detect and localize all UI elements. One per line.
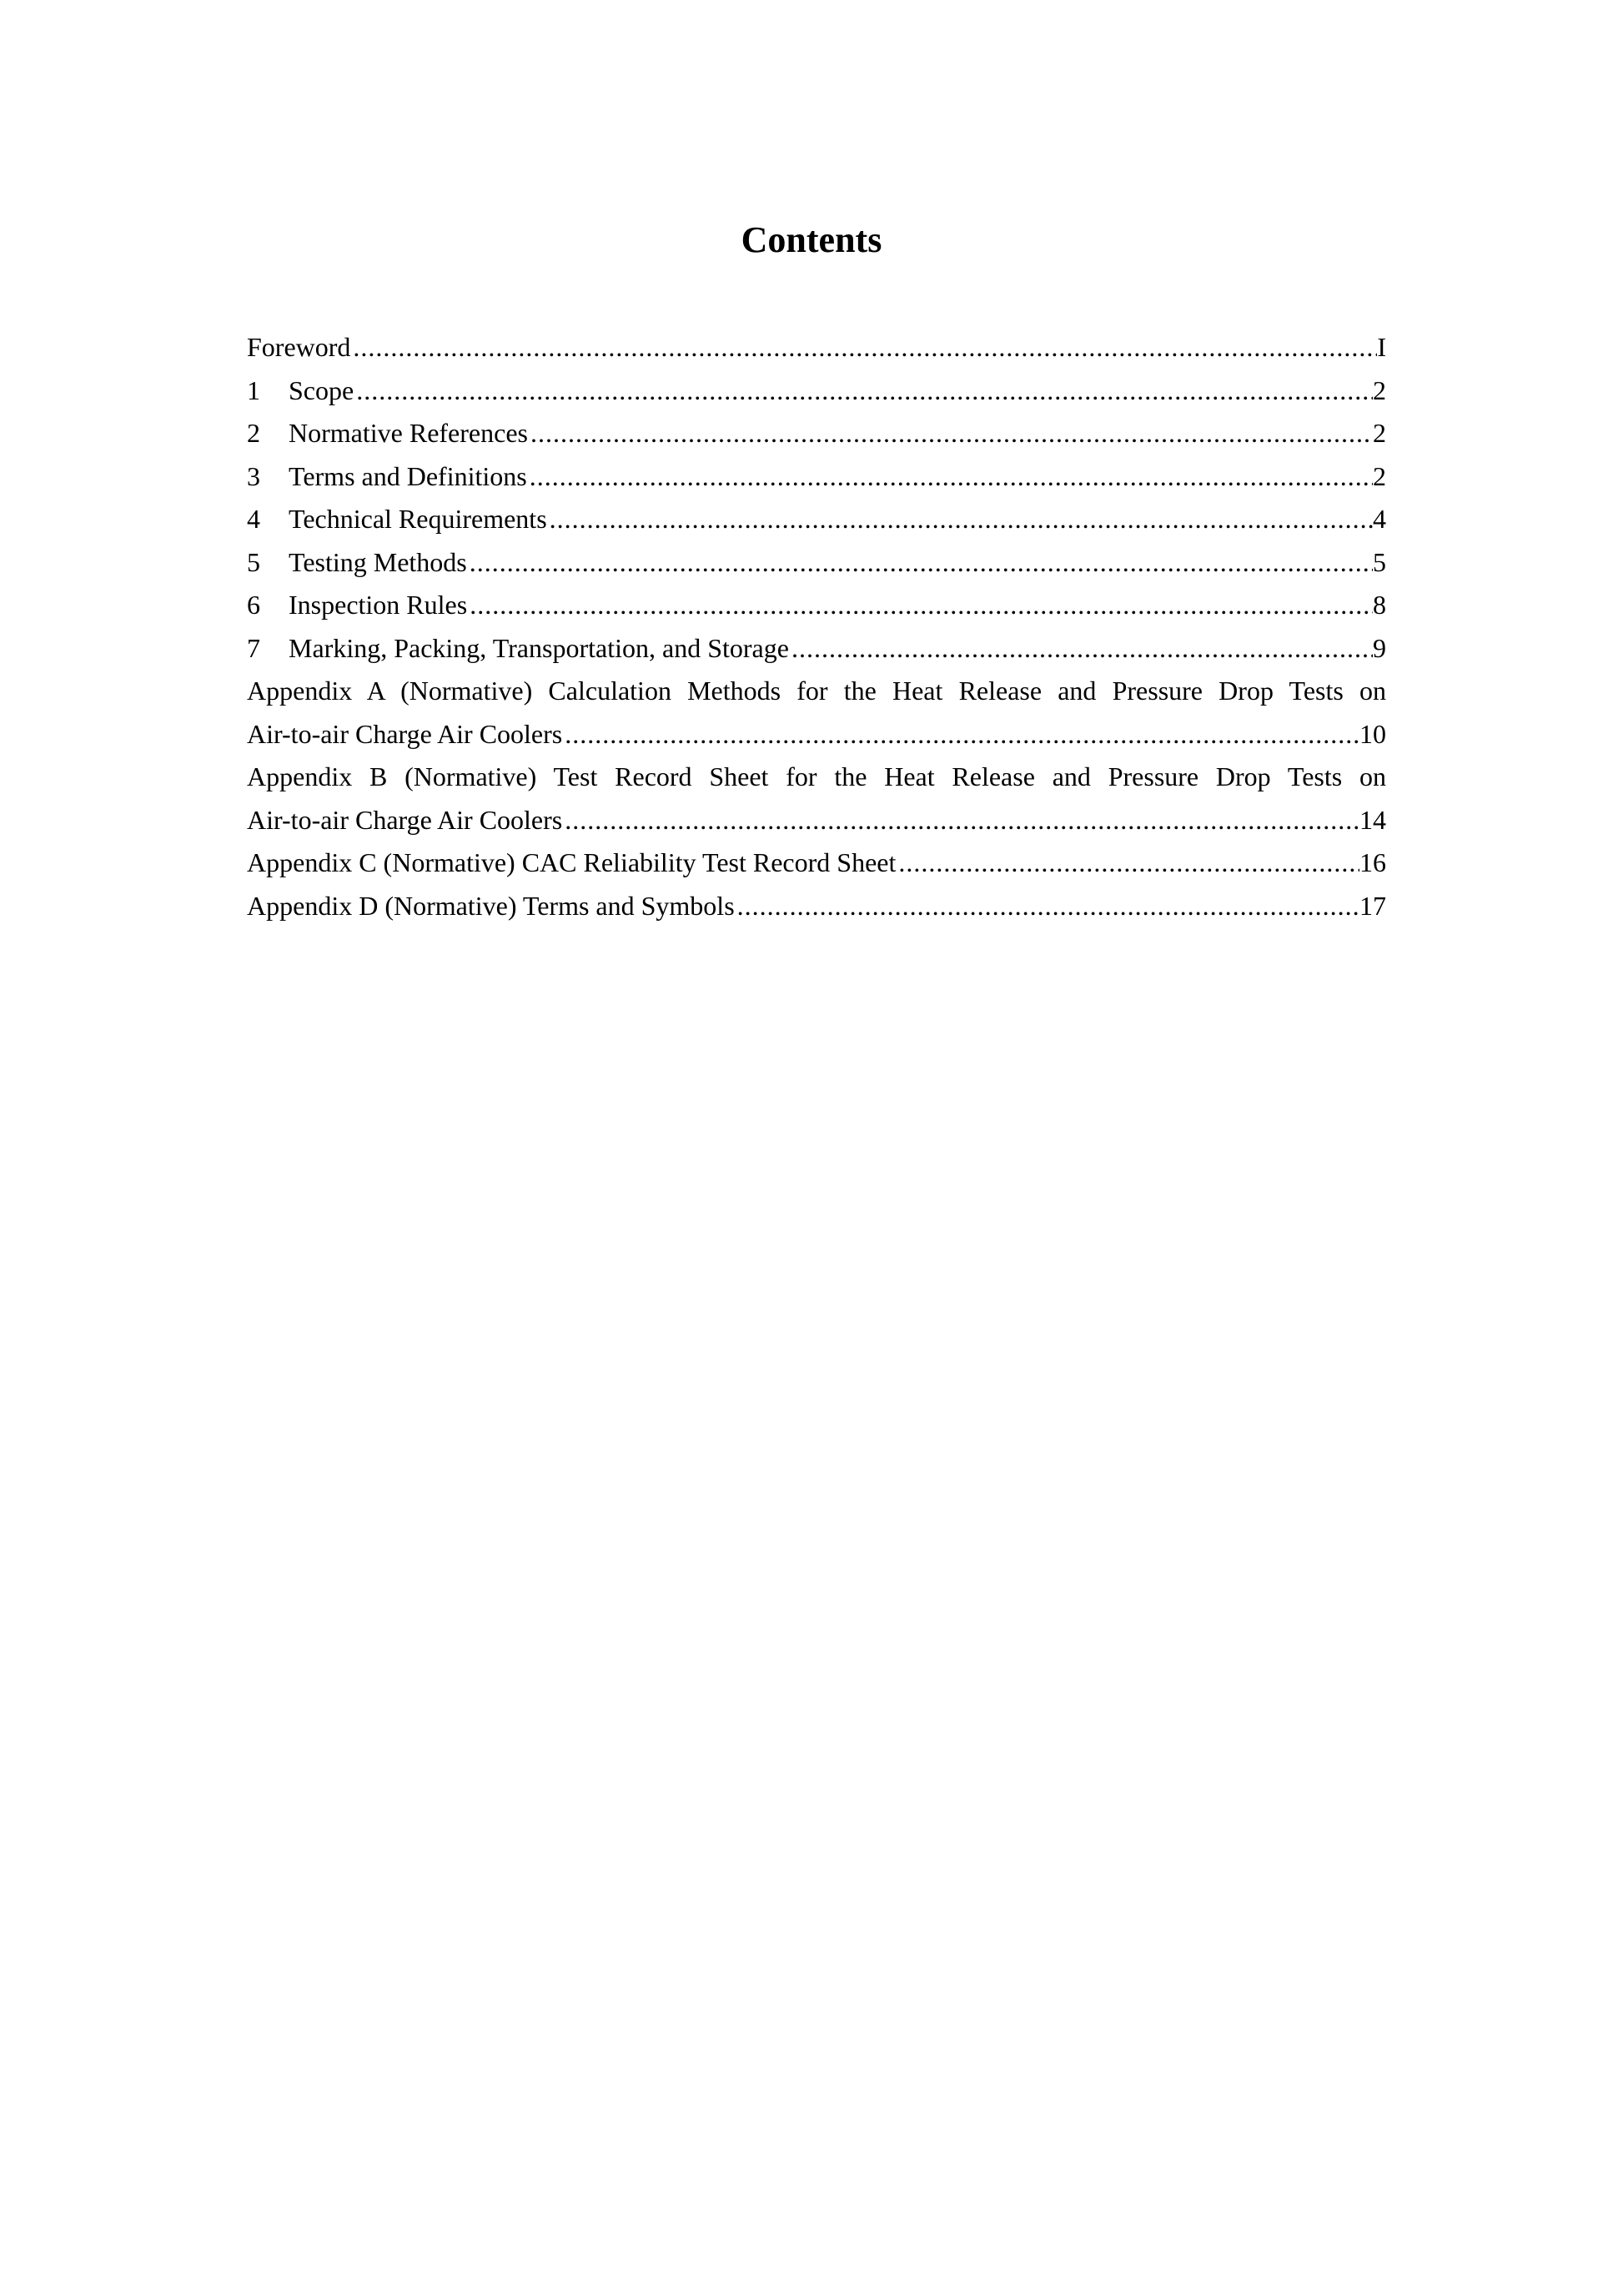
toc-entry-label: Air-to-air Charge Air Coolers — [247, 718, 563, 749]
toc-entry-testing-methods[interactable] — [247, 541, 1386, 585]
dot-leader — [354, 369, 1373, 413]
toc-entry-label: Normative References — [289, 418, 528, 448]
toc-entry-appendix-d[interactable] — [247, 885, 1386, 928]
toc-entry-number: 1 — [247, 374, 260, 405]
toc-entry-page: 14 — [1359, 804, 1386, 835]
toc-entry-number: 2 — [247, 418, 260, 448]
toc-entry-inspection-rules[interactable] — [247, 584, 1386, 627]
toc-entry-number: 7 — [247, 632, 260, 663]
toc-entry-page: 2 — [1373, 418, 1386, 448]
toc-entry-number: 5 — [247, 546, 260, 577]
dot-leader — [562, 713, 1359, 756]
table-of-contents — [247, 326, 1386, 927]
dot-leader — [896, 842, 1359, 885]
toc-entry-label: Inspection Rules — [289, 590, 468, 620]
dot-leader — [528, 412, 1373, 455]
page-title: Contents — [741, 219, 882, 260]
dot-leader — [467, 541, 1373, 585]
toc-entry-page: 2 — [1373, 374, 1386, 405]
toc-entry-appendix-b-line1[interactable] — [247, 756, 1386, 799]
dot-leader — [562, 799, 1359, 842]
toc-entry-label: Testing Methods — [289, 546, 467, 577]
toc-entry-normative-references[interactable] — [247, 412, 1386, 455]
toc-entry-label: Appendix D (Normative) Terms and Symbols — [247, 890, 735, 921]
toc-entry-label: Terms and Definitions — [289, 460, 527, 491]
toc-entry-appendix-a-line2[interactable] — [247, 713, 1386, 756]
toc-entry-page: I — [1377, 332, 1386, 362]
dot-leader — [789, 627, 1373, 671]
toc-entry-page: 17 — [1359, 890, 1386, 921]
toc-entry-label: Foreword — [247, 332, 351, 362]
toc-entry-foreword[interactable] — [247, 326, 1386, 369]
dot-leader — [735, 885, 1359, 928]
toc-entry-page: 10 — [1359, 718, 1386, 749]
toc-entry-page: 5 — [1373, 546, 1386, 577]
dot-leader — [527, 455, 1373, 499]
toc-entry-label: Scope — [289, 374, 354, 405]
toc-entry-label: Marking, Packing, Transportation, and Storage — [289, 632, 789, 663]
toc-entry-scope[interactable] — [247, 369, 1386, 413]
toc-entry-terms-and-definitions[interactable] — [247, 455, 1386, 499]
toc-entry-appendix-a-line1[interactable] — [247, 670, 1386, 713]
toc-entry-marking-packing[interactable] — [247, 627, 1386, 671]
toc-entry-page: 16 — [1359, 847, 1386, 877]
toc-entry-appendix-c[interactable] — [247, 842, 1386, 885]
toc-entry-number: 3 — [247, 460, 260, 491]
toc-entry-label: Technical Requirements — [289, 504, 547, 534]
toc-entry-label: Air-to-air Charge Air Coolers — [247, 804, 563, 835]
toc-entry-page: 2 — [1373, 460, 1386, 491]
toc-entry-page: 9 — [1373, 632, 1386, 663]
toc-entry-technical-requirements[interactable] — [247, 498, 1386, 541]
dot-leader — [547, 498, 1373, 541]
toc-entry-page: 4 — [1373, 504, 1386, 534]
toc-entry-number: 6 — [247, 590, 260, 620]
dot-leader — [467, 584, 1373, 627]
toc-entry-label: Appendix C (Normative) CAC Reliability Test Record Sheet — [247, 847, 897, 877]
toc-entry-number: 4 — [247, 504, 260, 534]
toc-entry-appendix-b-line2[interactable] — [247, 799, 1386, 842]
toc-entry-page: 8 — [1373, 590, 1386, 620]
toc-entry-label: Appendix A (Normative) Calculation Methods for the Heat Release and Pressure Drop Tests on — [247, 676, 1386, 706]
dot-leader — [350, 326, 1377, 369]
toc-entry-label: Appendix B (Normative) Test Record Sheet for the Heat Release and Pressure Drop Tests on — [247, 761, 1386, 791]
